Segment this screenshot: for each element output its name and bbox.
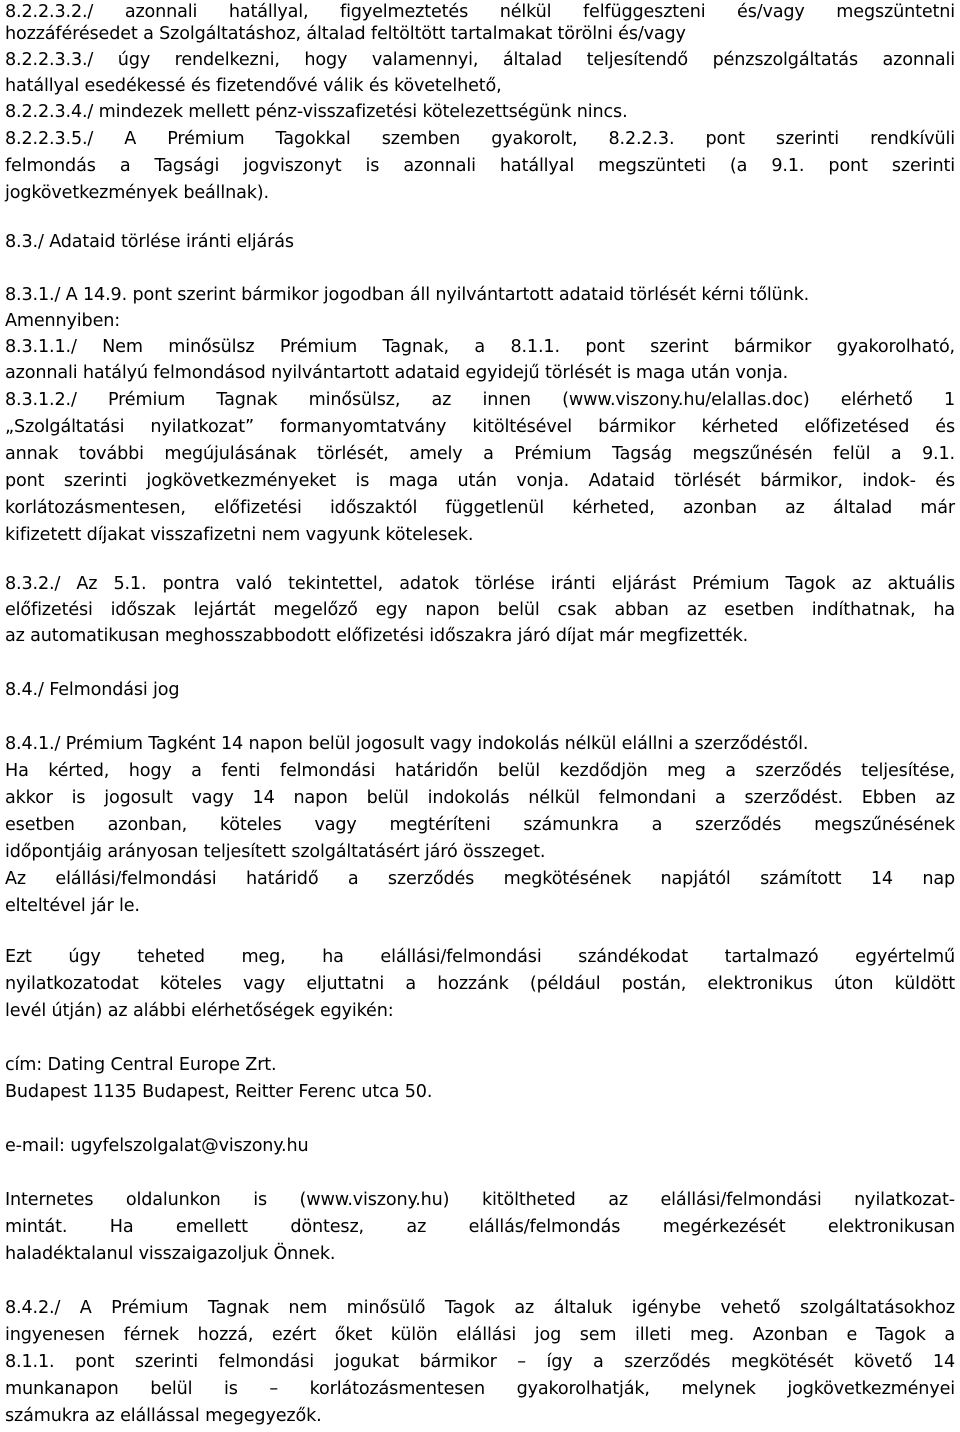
text-line: 8.3./ Adataid törlése iránti eljárás [5, 232, 294, 252]
text-line: akkor is jogosult vagy 14 napon belül indokolás nélkül felmondani a szerződést. Ebben az [5, 788, 955, 808]
text-line: „Szolgáltatási nyilatkozat” formanyomtatvány kitöltésével bármikor kérheted előfizetésed és [5, 417, 955, 437]
text-line: jogkövetkezmények beállnak). [5, 183, 269, 203]
text-line: hozzáférésedet a Szolgáltatáshoz, általad feltöltött tartalmakat törölni és/vagy [5, 24, 686, 44]
text-line: felmondás a Tagsági jogviszonyt is azonnali hatállyal megszünteti (a 9.1. pont szerinti [5, 156, 955, 176]
text-line: 8.4.1./ Prémium Tagként 14 napon belül jogosult vagy indokolás nélkül elállni a szerződéstől. [5, 734, 809, 754]
text-line: pont szerinti jogkövetkezményeket is maga után vonja. Adataid törlését bármikor, indok- és [5, 471, 955, 491]
text-line: 8.2.2.3.2./ azonnali hatállyal, figyelmeztetés nélkül felfüggeszteni és/vagy megszüntetni [5, 2, 955, 22]
text-line: mintát. Ha emellett döntesz, az elállás/felmondás megérkezését elektronikusan [5, 1217, 955, 1237]
text-line: hatállyal esedékessé és fizetendővé válik és követelhető, [5, 76, 502, 96]
text-line: Az elállási/felmondási határidő a szerződés megkötésének napjától számított 14 nap [5, 869, 955, 889]
text-line: Amennyiben: [5, 311, 121, 331]
text-line: időpontjáig arányosan teljesített szolgáltatásért járó összeget. [5, 842, 546, 862]
text-line: Internetes oldalunkon is (www.viszony.hu) kitöltheted az elállási/felmondási nyilatkozat- [5, 1190, 955, 1210]
text-line: előfizetési időszak lejártát megelőző egy napon belül csak abban az esetben indíthatnak, ha [5, 600, 955, 620]
text-line: kifizetett díjakat visszafizetni nem vagyunk kötelesek. [5, 525, 474, 545]
text-line: Ezt úgy teheted meg, ha elállási/felmondási szándékodat tartalmazó egyértelmű [5, 947, 955, 967]
text-line: 8.3.1.2./ Prémium Tagnak minősülsz, az innen (www.viszony.hu/elallas.doc) elérhető 1 [5, 390, 955, 410]
text-line: levél útján) az alábbi elérhetőségek egyikén: [5, 1001, 394, 1021]
text-line: annak további megújulásának törlését, amely a Prémium Tagság megszűnésén felül a 9.1. [5, 444, 955, 464]
text-line: munkanapon belül is – korlátozásmentesen gyakorolhatják, melynek jogkövetkezményei [5, 1379, 955, 1399]
text-line: elteltével jár le. [5, 896, 140, 916]
text-line: 8.2.2.3.3./ úgy rendelkezni, hogy valamennyi, általad teljesítendő pénzszolgáltatás azonnali [5, 50, 955, 70]
text-line: Budapest 1135 Budapest, Reitter Ferenc utca 50. [5, 1082, 433, 1102]
text-line: ingyenesen férnek hozzá, ezért őket külön elállási jog sem illeti meg. Azonban e Tagok a [5, 1325, 955, 1345]
text-line: az automatikusan meghosszabbodott előfizetési időszakra járó díjat már megfizették. [5, 626, 749, 646]
text-line: esetben azonban, köteles vagy megtéríteni számunkra a szerződés megszűnésének [5, 815, 955, 835]
text-line: e-mail: ugyfelszolgalat@viszony.hu [5, 1136, 309, 1156]
text-line: korlátozásmentesen, előfizetési időszaktól függetlenül kérheted, azonban az általad már [5, 498, 955, 518]
text-line: 8.4.2./ A Prémium Tagnak nem minősülő Tagok az általuk igénybe vehető szolgáltatásokhoz [5, 1298, 955, 1318]
text-line: cím: Dating Central Europe Zrt. [5, 1055, 277, 1075]
text-line: haladéktalanul visszaigazoljuk Önnek. [5, 1244, 336, 1264]
text-line: Ha kérted, hogy a fenti felmondási határidőn belül kezdődjön meg a szerződés teljesítése, [5, 761, 955, 781]
text-line: 8.2.2.3.4./ mindezek mellett pénz-visszafizetési kötelezettségünk nincs. [5, 102, 628, 122]
text-line: számukra az elállással megegyezők. [5, 1406, 322, 1426]
text-line: 8.3.1.1./ Nem minősülsz Prémium Tagnak, a 8.1.1. pont szerint bármikor gyakorolható, [5, 337, 955, 357]
text-line: azonnali hatályú felmondásod nyilvántartott adataid egyidejű törlését is maga után vonja. [5, 363, 789, 383]
text-line: 8.3.1./ A 14.9. pont szerint bármikor jogodban áll nyilvántartott adataid törlését kérni tőlünk. [5, 285, 810, 305]
text-line: 8.1.1. pont szerinti felmondási jogukat bármikor – így a szerződés megkötését követő 14 [5, 1352, 955, 1372]
text-line: 8.4./ Felmondási jog [5, 680, 180, 700]
text-line: 8.2.2.3.5./ A Prémium Tagokkal szemben gyakorolt, 8.2.2.3. pont szerinti rendkívüli [5, 129, 955, 149]
text-line: nyilatkozatodat köteles vagy eljuttatni a hozzánk (például postán, elektronikus úton küldött [5, 974, 955, 994]
text-line: 8.3.2./ Az 5.1. pontra való tekintettel, adatok törlése iránti eljárást Prémium Tagok az aktuális [5, 574, 955, 594]
